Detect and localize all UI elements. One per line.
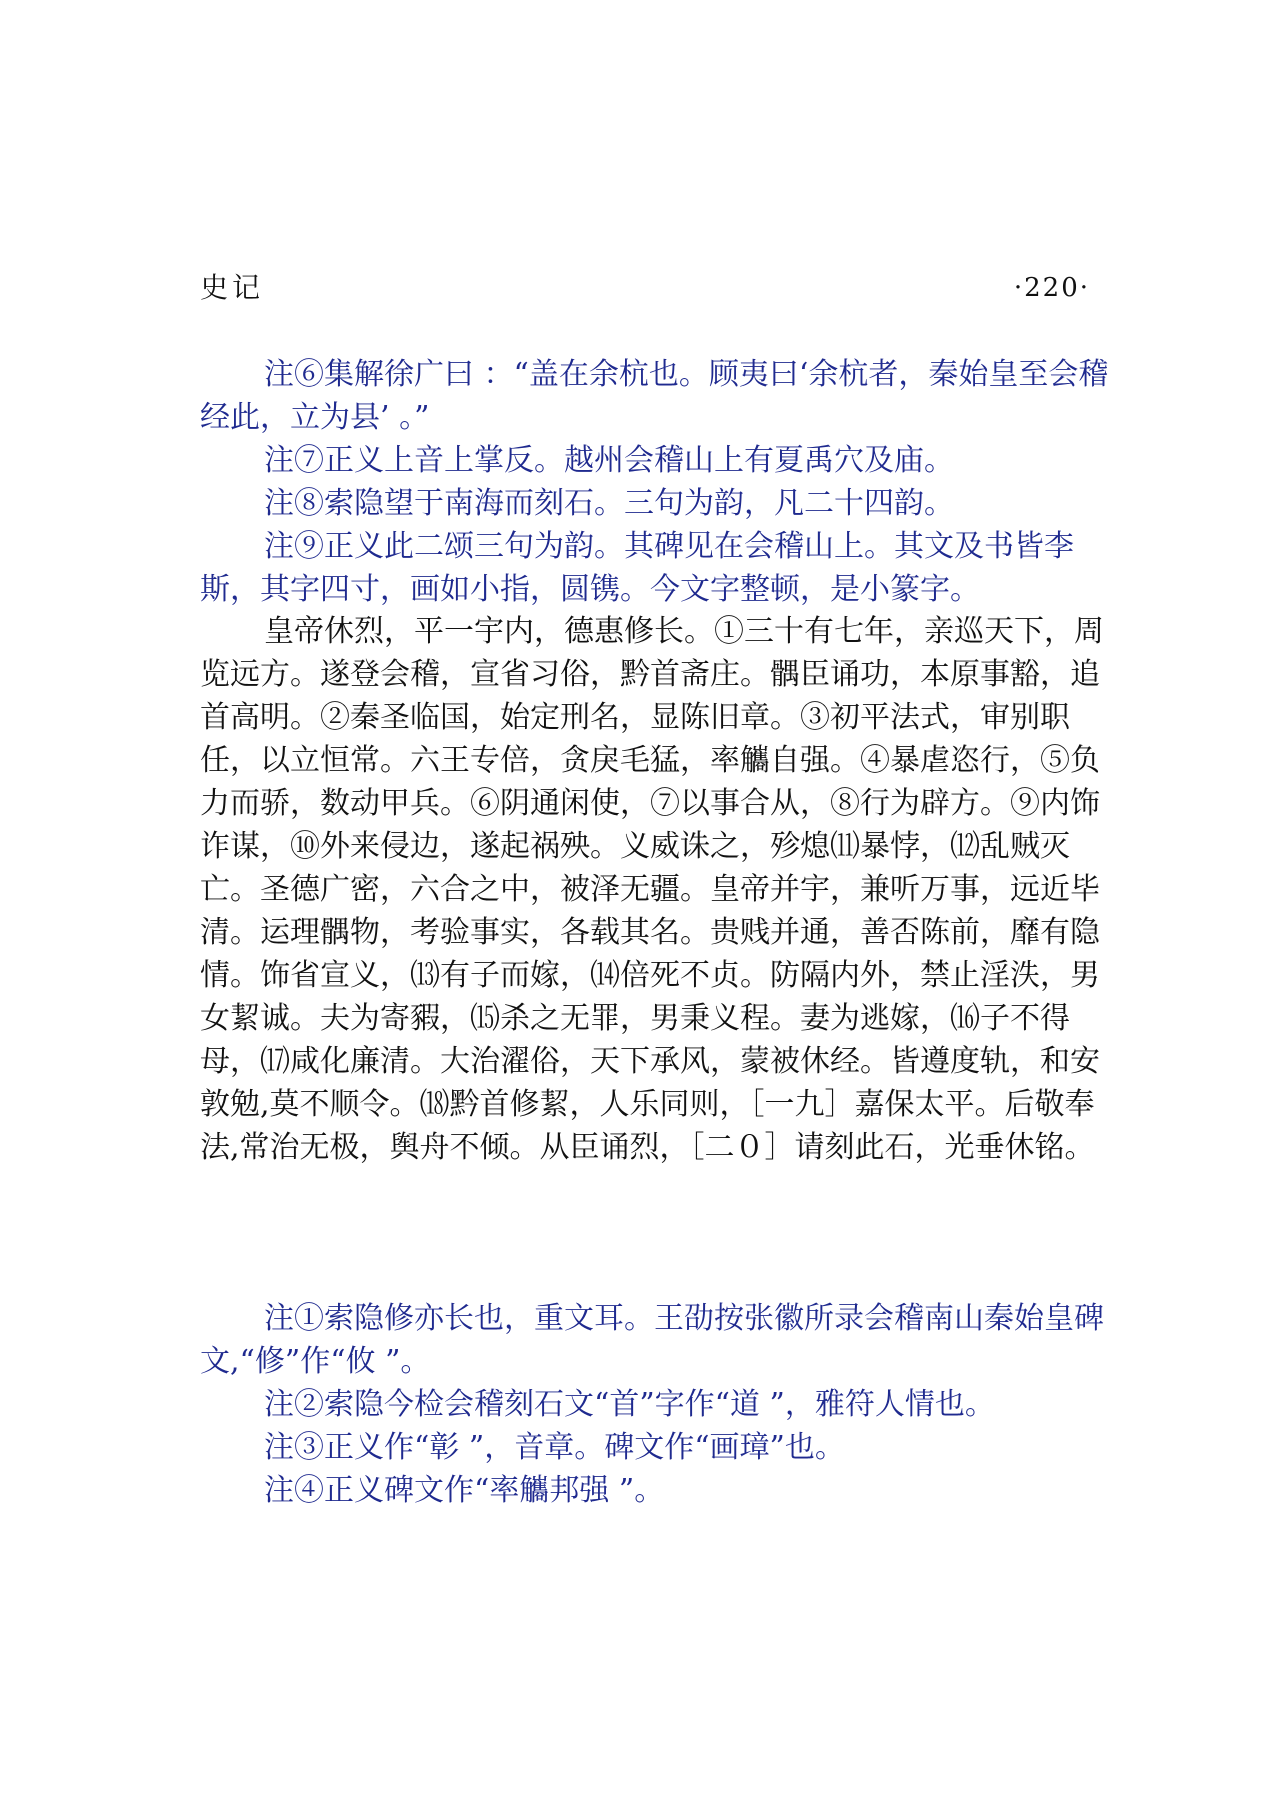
note-item: 注①索隐修亦长也，重文耳。王劭按张徽所录会稽南山秦始皇碑文,“修”作“攸 ”。 bbox=[200, 1301, 1104, 1379]
page-number: ·220· bbox=[1013, 273, 1090, 303]
note-item: 注②索隐今检会稽刻石文“首”字作“道 ”，雅符人情也。 bbox=[264, 1387, 995, 1422]
note-item: 注⑦正义上音上掌反。越州会稽山上有夏禹穴及庙。 bbox=[264, 443, 954, 478]
note-item: 注④正义碑文作“率觿邦强 ”。 bbox=[264, 1473, 665, 1508]
note-item: 注⑨正义此二颂三句为韵。其碑见在会稽山上。其文及书皆李斯，其字四寸，画如小指，圆镌。今文字整顿，是小篆字。 bbox=[200, 529, 1074, 607]
note-item: 注⑥集解徐广曰 ：“盖在余杭也。顾夷曰‘余杭者，秦始皇至会稽经此，立为县’ 。” bbox=[200, 357, 1109, 435]
notes-bottom-section bbox=[200, 1297, 1120, 1512]
main-paragraph: 皇帝休烈，平一宇内，德惠修长。①三十有七年，亲巡天下，周览远方。遂登会稽，宣省习俗，黔首斋庄。髃臣诵功，本原事豁，追首高明。②秦圣临国，始定刑名，显陈旧章。③初平法式，审别职任，以立恒常。六王专倍，贪戾毛猛，率觿自强。④暴虐恣行，⑤负力而骄，数动甲兵。⑥阴通闲使，⑦以事合从，⑧行为辟方。⑨内饰诈谋，⑩外来侵边，遂起祸殃。义威诛之，殄熄⑾暴悖，⑿乱贼灭亡。圣德广密，六合之中，被泽无疆。皇帝并宇，兼听万事，远近毕清。运理髃物，考验事实，各载其名。贵贱并通，善否陈前，靡有隐情。饰省宣义，⒀有子而嫁，⒁倍死不贞。防隔内外，禁止淫泆，男女絜诚。夫为寄豭，⒂杀之无罪，男秉义程。妻为逃嫁，⒃子不得母，⒄咸化廉清。大治濯俗，天下承风，蒙被休经。皆遵度轨，和安敦勉,莫不顺令。⒅黔首修絜，人乐同则，［一九］嘉保太平。后敬奉法,常治无极，舆舟不倾。从臣诵烈，［二０］请刻此石，光垂休铭。 bbox=[200, 614, 1104, 1165]
notes-top-section bbox=[200, 353, 1120, 611]
note-item: 注⑧索隐望于南海而刻石。三句为韵，凡二十四韵。 bbox=[264, 486, 954, 521]
book-title: 史记 bbox=[200, 271, 265, 304]
note-item: 注③正义作“彰 ”，音章。碑文作“画璋”也。 bbox=[264, 1430, 845, 1465]
main-text-section bbox=[200, 610, 1120, 1169]
